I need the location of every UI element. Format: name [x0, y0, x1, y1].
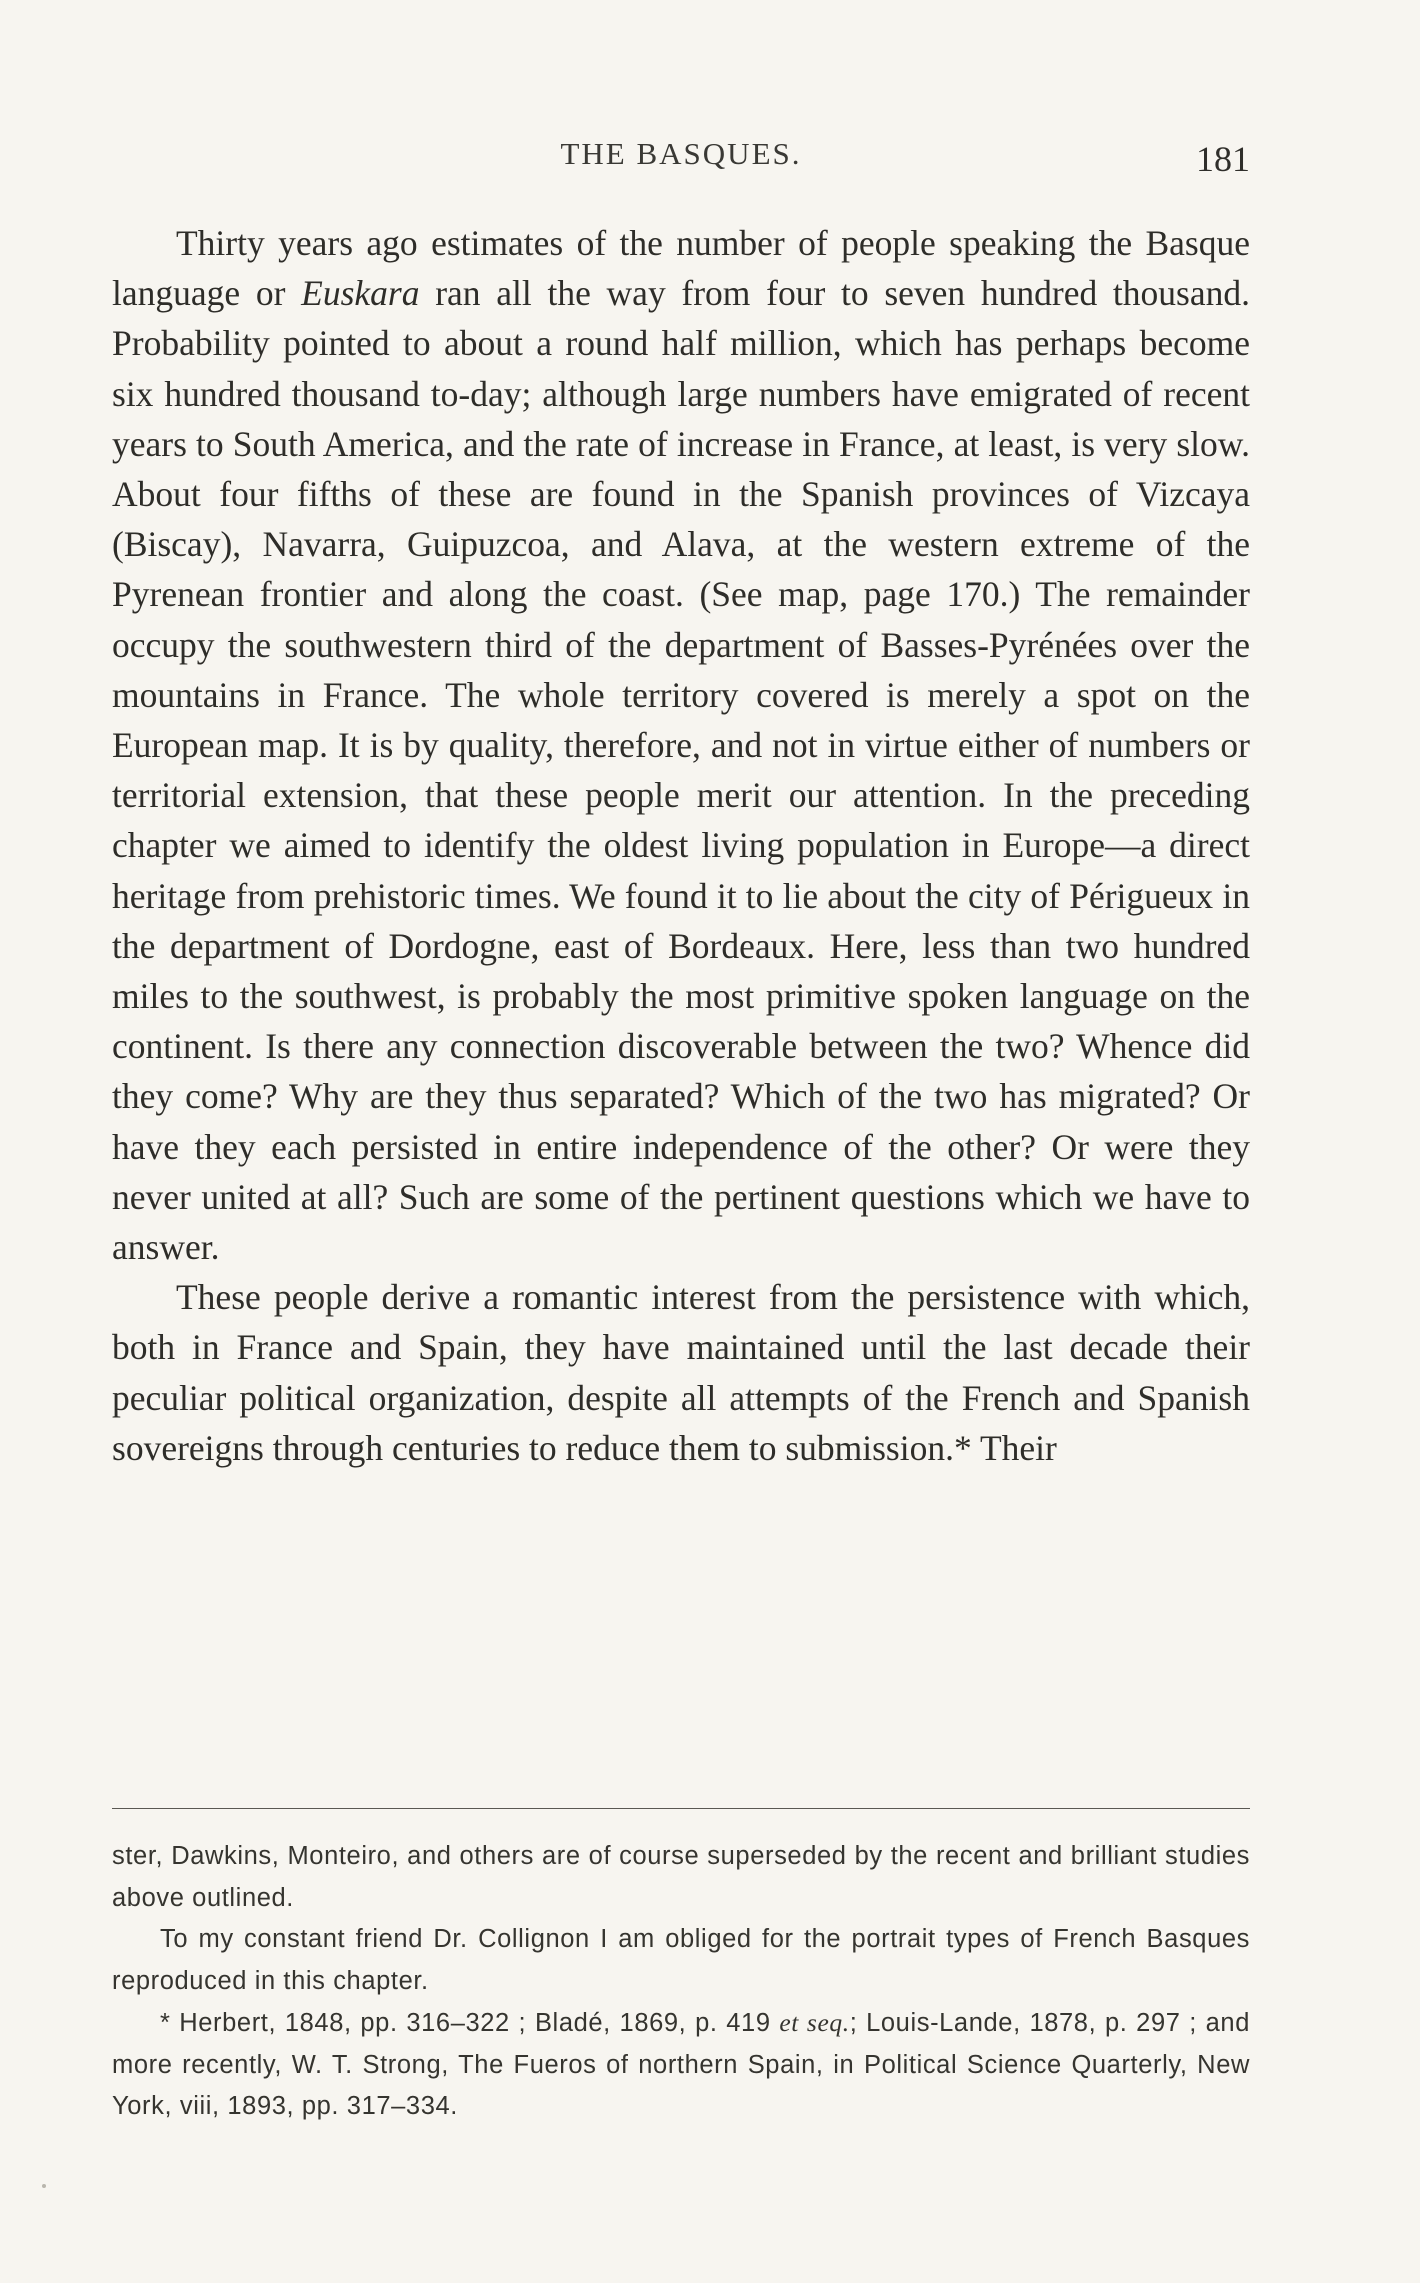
footnotes	[112, 1836, 1250, 2128]
paragraph-2	[112, 1272, 1250, 1473]
footnote-references-text-b: ; Louis-Lande, 1878, p. 297 ; and more recently, W. T. Strong, The Fueros of northern Spain, in Political Science Quarterly, New York, viii, 1893, pp. 317–334.	[112, 2009, 1250, 2120]
footnote-references-text-a: * Herbert, 1848, pp. 316–322 ; Bladé, 1869, p. 419	[160, 2009, 780, 2037]
euskara-term: Euskara	[301, 273, 420, 314]
paper-speck	[42, 2184, 46, 2188]
paragraph-1	[112, 218, 1250, 1272]
paragraph-1-text-b: ran all the way from four to seven hundred thousand. Probability pointed to about a round half million, which has perhaps become six hundred thousand to-day; although large numbers have emigrated of recent years to South America, and the rate of increase in France, at least, is very slow. About four fifths of these are found in the Spanish provinces of Vizcaya (Biscay), Navarra, Guipuzcoa, and Alava, at the western extreme of the Pyrenean frontier and along the coast. (See map, page 170.) The remainder occupy the southwestern third of the department of Basses-Pyrénées over the mountains in France. The whole territory covered is merely a spot on the European map. It is by quality, therefore, and not in virtue either of numbers or territorial extension, that these people merit our attention. In the preceding chapter we aimed to identify the oldest living population in Europe—a direct heritage from prehistoric times. We found it to lie about the city of Périgueux in the department of Dordogne, east of Bordeaux. Here, less than two hundred miles to the southwest, is probably the most primitive spoken language on the continent. Is there any connection discoverable between the two? Whence did they come? Why are they thus separated? Which of the two has migrated? Or have they each persisted in entire independence of the other? Or were they never united at all? Such are some of the pertinent questions which we have to answer.	[112, 273, 1250, 1268]
page-header	[112, 132, 1250, 182]
footnote-divider	[112, 1808, 1250, 1809]
footnote-continuation: ster, Dawkins, Monteiro, and others are of course superseded by the recent and brilliant studies above outlined.	[112, 1842, 1250, 1912]
page-number: 181	[1196, 139, 1250, 179]
et-seq-term: et seq.	[779, 2008, 850, 2037]
paragraph-2-text: These people derive a romantic interest from the persistence with which, both in France and Spain, they have maintained until the last decade their peculiar political organization, despite all attempts of the French and Spanish sovereigns through centuries to reduce them to submission.* Their	[112, 1277, 1250, 1468]
paragraph-1-text-a: Thirty years ago estimates of the number of people speaking the Basque language or	[112, 223, 1250, 314]
main-text	[112, 218, 1250, 1473]
footnote-references	[112, 2002, 1250, 2128]
running-head: THE BASQUES.	[560, 136, 802, 171]
footnote-acknowledgement: To my constant friend Dr. Collignon I am obliged for the portrait types of French Basques reproduced in this chapter.	[112, 1925, 1250, 1995]
